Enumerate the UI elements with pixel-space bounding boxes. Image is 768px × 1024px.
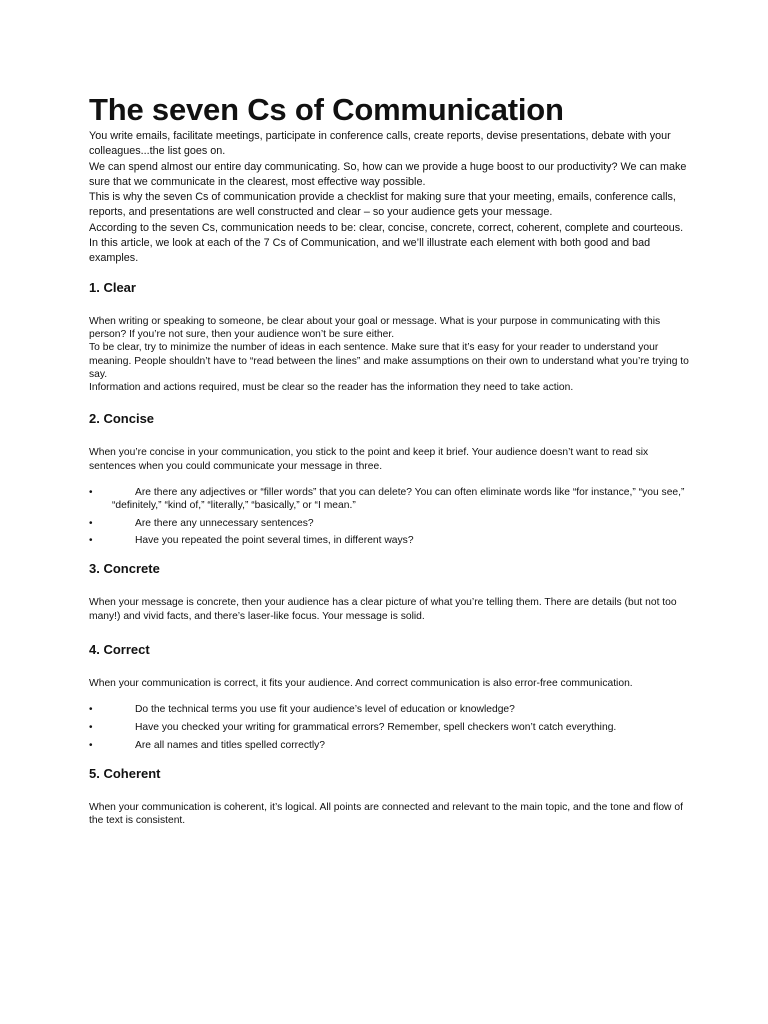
section-coherent xyxy=(89,766,689,828)
list-item xyxy=(89,703,689,716)
intro-paragraph: This is why the seven Cs of communication provide a checklist for making sure that your meeting, emails, conference calls, reports, and presentations are well constructed and clear – so your audience gets your message. xyxy=(89,191,676,219)
section-clear xyxy=(89,280,689,395)
intro-paragraph: In this article, we look at each of the 7 Cs of Communication, and we’ll illustrate each element with both good and bad examples. xyxy=(89,237,651,265)
bullet-icon: • xyxy=(89,722,93,734)
section-heading: 4. Correct xyxy=(89,641,150,657)
bullet-icon: • xyxy=(89,704,93,716)
list-item-text: Are there any unnecessary sentences? xyxy=(135,517,314,529)
section-correct xyxy=(89,642,689,752)
page-title: The seven Cs of Communication xyxy=(89,92,564,127)
list-item-text: Are there any adjectives or “filler words” that you can delete? You can often eliminate words like “for instance,” “you see,” “definitely,” “kind of,” “literally,” “basically,” or “I mean.” xyxy=(112,487,685,512)
section-paragraph: When your communication is correct, it fits your audience. And correct communication is also error-free communication. xyxy=(89,677,633,689)
bullet-list xyxy=(89,486,689,547)
section-heading: 1. Clear xyxy=(89,279,136,295)
bullet-icon: • xyxy=(89,517,93,529)
list-item xyxy=(89,534,689,547)
intro-block xyxy=(89,129,689,267)
section-heading: 2. Concise xyxy=(89,411,155,427)
section-paragraph: To be clear, try to minimize the number of ideas in each sentence. Make sure that it’s easy for your reader to understand your meaning. People shouldn’t have to “read between the lines” and make assumptions on their own to understand what you’re trying to say. xyxy=(89,342,689,380)
bullet-icon: • xyxy=(89,487,93,499)
intro-paragraph: According to the seven Cs, communication needs to be: clear, concise, concrete, correct, coherent, complete and courteous. xyxy=(89,221,684,234)
list-item-text: Do the technical terms you use fit your audience’s level of education or knowledge? xyxy=(135,704,515,716)
section-paragraph: When writing or speaking to someone, be clear about your goal or message. What is your purpose in communicating with this person? If you’re not sure, then your audience won’t be sure either. xyxy=(89,315,661,340)
section-paragraph: When your message is concrete, then your audience has a clear picture of what you’re telling them. There are details (but not too many!) and vivid facts, and there’s laser-like focus. Your message is solid. xyxy=(89,597,677,622)
list-item-text: Are all names and titles spelled correctly? xyxy=(135,739,326,751)
section-heading: 3. Concrete xyxy=(89,561,160,577)
list-item xyxy=(89,739,689,752)
list-item xyxy=(89,486,689,513)
section-paragraph: When you’re concise in your communication, you stick to the point and keep it brief. Your audience doesn’t want to read six sentences when you could communicate your message in three. xyxy=(89,447,649,472)
section-paragraph: When your communication is coherent, it’s logical. All points are connected and relevant to the main topic, and the tone and flow of the text is consistent. xyxy=(89,802,683,827)
list-item-text: Have you repeated the point several times, in different ways? xyxy=(135,534,414,546)
intro-paragraph: You write emails, facilitate meetings, participate in conference calls, create reports, devise presentations, debate with your colleagues...the list goes on. xyxy=(89,130,671,158)
bullet-icon: • xyxy=(89,739,93,751)
section-concrete xyxy=(89,561,689,623)
bullet-icon: • xyxy=(89,534,93,546)
list-item-text: Have you checked your writing for grammatical errors? Remember, spell checkers won’t catch everything. xyxy=(135,722,617,734)
intro-paragraph: We can spend almost our entire day communicating. So, how can we provide a huge boost to our productivity? We can make sure that we communicate in the clearest, most effective way possible. xyxy=(89,160,687,188)
section-concise xyxy=(89,411,689,547)
list-item xyxy=(89,517,689,530)
section-heading: 5. Coherent xyxy=(89,766,161,782)
list-item xyxy=(89,721,689,734)
bullet-list xyxy=(89,703,689,752)
document-content xyxy=(89,92,689,828)
section-paragraph: Information and actions required, must be clear so the reader has the information they need to take action. xyxy=(89,382,574,394)
